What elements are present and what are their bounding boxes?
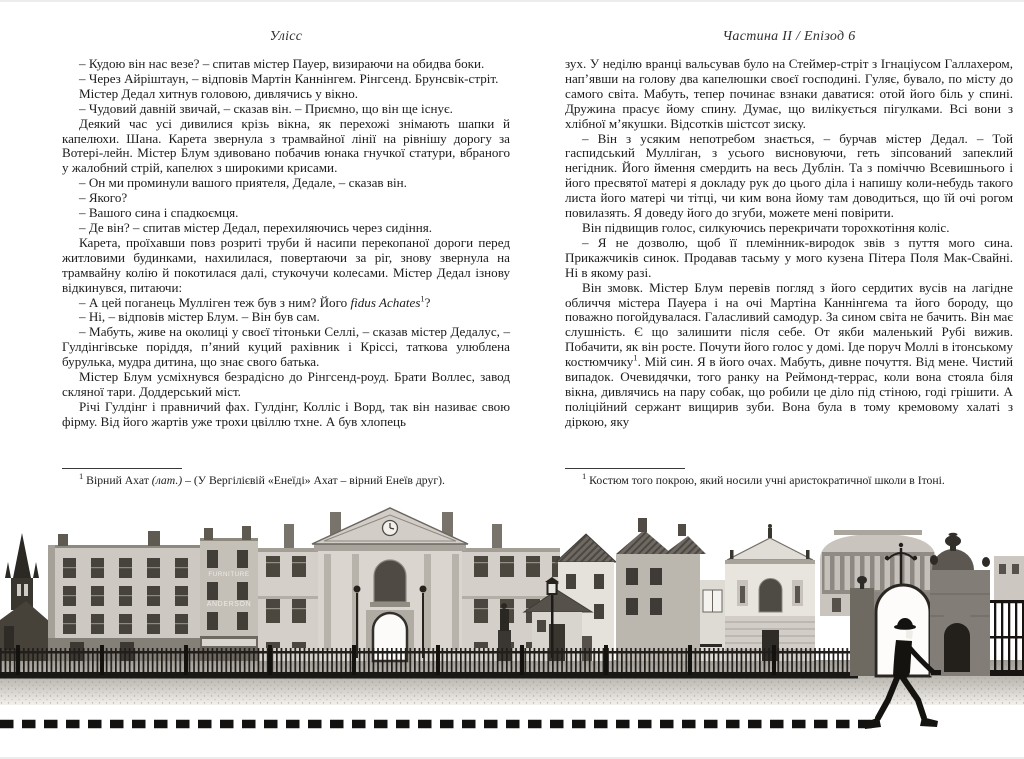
paragraph (62, 293, 510, 311)
anderson-sign-text: ANDERSON (206, 601, 252, 608)
paragraph (565, 57, 1013, 132)
paragraph (62, 191, 510, 206)
paragraph (62, 206, 510, 221)
college-facade (258, 508, 560, 661)
church-spire (0, 533, 50, 661)
text-segment: Річі Гулдінг і правничий фах. Гулдінг, Колліс і Ворд, так він називає свою фірму. Від його жартів уже трохи цвіллю тхне. А був хлопець (62, 398, 510, 429)
text-segment: Містер Дедал хитнув головою, дивлячись у вікно. (79, 85, 359, 101)
footnote-marker: 1 (420, 293, 425, 304)
page-top-edge (0, 0, 1024, 2)
italic-text: fidus Achates (350, 294, 421, 310)
text-segment: Містер Блум усміхнувся безрадісно до Рінгсенд-роуд. Брати Воллес, завод скляної тари. Доддерський міст. (62, 369, 510, 399)
furniture-anderson-building (200, 526, 258, 661)
text-segment: Вірний Ахат (83, 474, 152, 487)
text-column-right (565, 57, 1013, 430)
text-segment: – Якого? (79, 190, 128, 206)
paragraph (62, 117, 510, 177)
text-segment: – Мабуть, живе на околиці у своєї тітоньки Селлі, – сказав містер Дедалус, – Гулдінгівське поріддя, п’яний куций рахівник і Кріссі, таткова улюблена бурулька, мудра дитина, що знає свого батька. (62, 324, 510, 370)
text-segment: Він підвищив голос, силкуючись перекричати торохкотіння коліс. (582, 219, 950, 235)
gate-pier-dome (930, 533, 990, 676)
row-houses (524, 518, 725, 661)
paragraph (565, 132, 1013, 221)
skyline-illustration (0, 498, 1024, 759)
iron-railing (990, 556, 1024, 676)
text-segment: Карета, проїхавши повз розриті труби й насипи перекопаної дороги перед житловими будинками, нахилилася, повертаючи за ріг, знову звернула на трамвайну колію й покотилася далі, стукочучи колесами. Містер Дедал ізнову відкинувся, питаючи: (62, 234, 510, 295)
footnote-marker: 1 (79, 471, 84, 482)
text-segment: – Ні, – відповів містер Блум. – Він був сам. (79, 309, 320, 325)
footnote-right (565, 471, 1013, 488)
text-segment: Він змовк. Містер Блум перевів погляд з його сердитих вусів на лагідне обличчя містера Пауера і на очі Мартіна Каннінгема та його бороду, що поважно погойдувалася. Галасливий самодур. За сином світа не бачить. Він має слушність. Є що залишити після себе. От якби маленький Рубі вижив. Побачити, як він росте. Почути його голос у домі. Іде поруч Моллі в ітонському костюмчику (565, 279, 1013, 370)
footnote-marker: 1 (633, 352, 638, 363)
paragraph (62, 102, 510, 117)
text-segment: – Він з усяким непотребом знається, – бурчав містер Дедал. – Той гаспидський Мулліган, з усього висновуючи, геть зіпсований запеклий негідник. Його ймення смердить на весь Дублін. Та з поміччю Всевишнього і його пресвятої матері я докладу рук до цього діла і напишу коли-небудь такого листа його матері чи тітці, чи ким вона йому там доводиться, що їй очі рогом повилазять. Я доведу його до згуби, можете мені повірити. (565, 130, 1013, 221)
text-segment: – (У Вергілієвій «Енеїді» Ахат – вірний Енеїв друг). (182, 474, 445, 487)
paragraph (62, 72, 510, 87)
paragraph (62, 176, 510, 191)
paragraph (62, 236, 510, 296)
footnote-rule-right (565, 468, 685, 469)
text-column-left (62, 57, 510, 430)
paragraph (565, 221, 1013, 236)
paragraph (565, 281, 1013, 430)
footnote-left (62, 471, 510, 488)
text-segment: Костюм того покрою, який носили учні аристократичної школи в Ітоні. (586, 474, 945, 487)
text-segment: – А цей поганець Мулліген теж був з ним? Його (79, 294, 351, 310)
furniture-sign-text: FURNITURE (208, 571, 250, 578)
paragraph (62, 57, 510, 72)
footnote-rule-left (62, 468, 182, 469)
paragraph (565, 236, 1013, 281)
footnote-marker: 1 (582, 471, 587, 482)
text-segment: – Я не дозволю, щоб її племінник-виродок звів з пуття мого сина. Прикажчиків синок. Продавав тасьму у мого кузена Пітера Поля Мак-Свайні. Ні в якому разі. (565, 234, 1013, 280)
palladian-building (725, 524, 815, 661)
footnote-text (565, 471, 1013, 488)
text-segment: Деякий час усі дивилися крізь вікна, як перехожі знімають шапки й капелюхи. Шана. Карета звернула з трамвайної лінії на рівнішу дорогу за Вотері-лейн. Містер Блум здивовано побачив юнака гнучкої статури, вбраного у жалобний стрій, капелюх з широкими крисами. (62, 115, 510, 176)
paragraph (62, 87, 510, 102)
text-segment: – Через Айріштаун, – відповів Мартін Каннінгем. Рінгсенд. Брунсвік-стріт. (79, 70, 499, 86)
italic-text: (лат.) (151, 474, 183, 487)
tenement-building (48, 531, 200, 661)
paragraph (62, 310, 510, 325)
running-head-left: Улісс (269, 29, 303, 44)
paragraph (62, 325, 510, 370)
text-segment: – Вашого сина і спадкоємця. (79, 205, 239, 221)
text-segment: ? (424, 294, 431, 310)
paragraph (62, 400, 510, 430)
text-segment: – Чудовий давній звичай, – сказав він. – Приємно, що він ще існує. (79, 100, 453, 116)
paragraph (62, 370, 510, 400)
text-segment: зух. У неділю вранці вальсував було на Стеймер-стріт з Ігнаціусом Галлахером, нап’явши на голову два капелюшки своєї господині. Гуляє, бувало, по місту до самого світа. Мабуть, тепер починає взнаки даватися: отой його біль у спині. Дружина прасує йому спину. Думає, що вилікується пігулками. Всі вони з хлібної м’якушки. Відсотків шістсот зиску. (565, 56, 1013, 131)
picket-fence (0, 645, 858, 679)
text-segment: . Мій син. Я в його очах. Мабуть, дивне почуття. Від мене. Чистий випадок. Очевидячки, того ранку на Реймонд-террас, коли вона стояла біля вікна, дивлячись на пару собак, що робили це діло під стіною, годі грішити. А поліційний сержант вищирив зуби. Вона була в тому кремовому халаті з діркою, яку (565, 354, 1013, 429)
text-segment: – Он ми проминули вашого приятеля, Дедале, – сказав він. (79, 175, 407, 191)
paragraph (62, 221, 510, 236)
text-segment: – Кудою він нас везе? – спитав містер Пауер, визираючи на обидва боки. (79, 56, 485, 71)
running-head-right: Частина II / Епізод 6 (722, 29, 856, 44)
footnote-text (62, 471, 510, 488)
text-segment: – Де він? – спитав містер Дедал, перехиляючись через сидіння. (79, 219, 433, 235)
